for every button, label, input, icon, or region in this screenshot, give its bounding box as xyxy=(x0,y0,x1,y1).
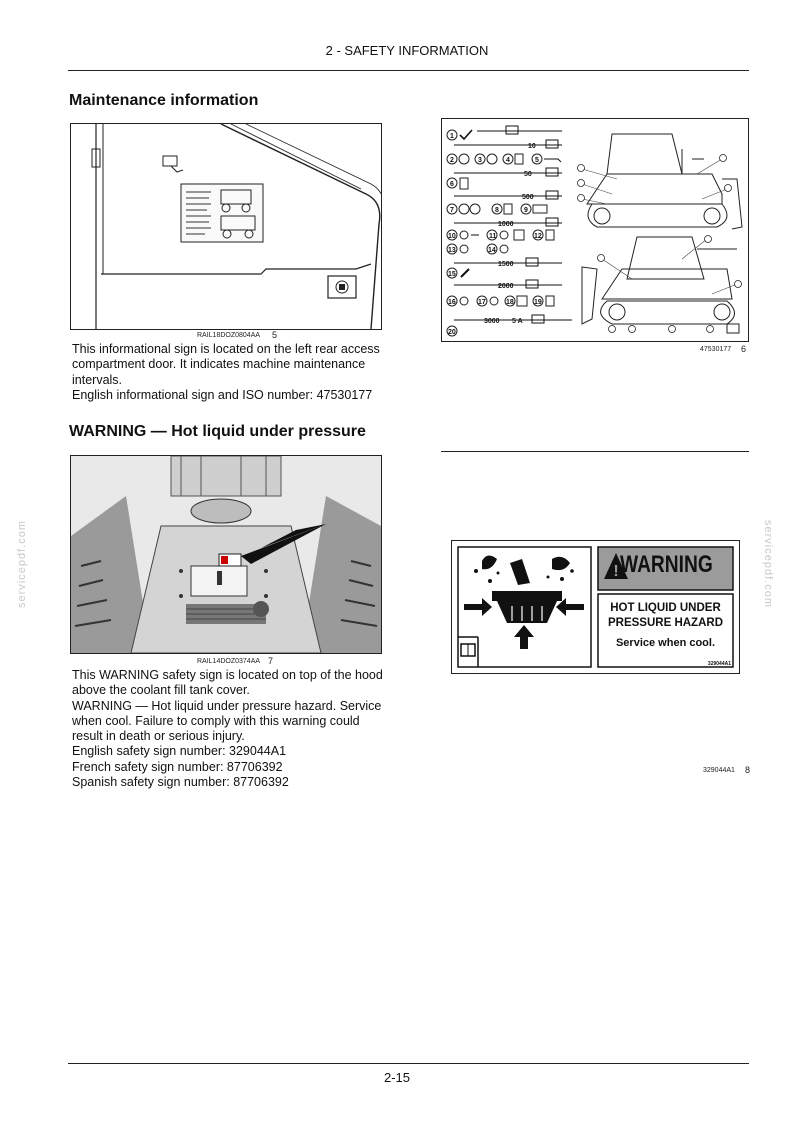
interval-1000: 1000 xyxy=(498,221,514,228)
callout-14: 14 xyxy=(488,247,496,254)
decal-hazard-line-1: HOT LIQUID UNDER xyxy=(610,602,721,614)
warning-line-3: WARNING — Hot liquid under pressure hazard. Service xyxy=(72,698,382,713)
callout-11: 11 xyxy=(489,233,497,240)
callout-9: 9 xyxy=(524,207,528,214)
callout-13: 13 xyxy=(448,247,456,254)
maintenance-door-photo xyxy=(70,123,382,330)
warning-description xyxy=(72,668,412,790)
decal-hazard-line-2: PRESSURE HAZARD xyxy=(607,617,723,629)
figure-7-code: RAIL14DOZ0374AA xyxy=(197,658,261,665)
interval-3000: 3000 xyxy=(484,318,500,325)
callout-16: 16 xyxy=(448,299,456,306)
callout-3: 3 xyxy=(478,157,482,164)
column-rule xyxy=(441,451,749,452)
decal-signal-word: WARNING xyxy=(620,551,713,578)
callout-15: 15 xyxy=(448,271,456,278)
interval-5a: 5 A xyxy=(512,318,523,325)
warning-line-6: English safety sign number: 329044A1 xyxy=(72,744,287,759)
decal-part-number: 329044A1 xyxy=(707,661,731,667)
warning-line-5: result in death or serious injury. xyxy=(72,729,245,744)
svg-text:!: ! xyxy=(613,563,619,580)
interval-1500: 1500 xyxy=(498,261,514,268)
maintenance-heading: Maintenance information xyxy=(69,92,259,109)
warning-line-8: Spanish safety sign number: 87706392 xyxy=(72,775,289,790)
warning-line-1: This WARNING safety sign is located on top of the hood xyxy=(72,668,383,682)
interval-2000: 2000 xyxy=(498,283,514,290)
watermark-left: servicepdf.com xyxy=(15,520,28,608)
running-header: 2 - SAFETY INFORMATION xyxy=(325,43,489,58)
interval-10: 10 xyxy=(528,143,536,150)
callout-1: 1 xyxy=(450,133,454,140)
figure-6-number: 6 xyxy=(741,344,747,354)
warning-decal xyxy=(451,540,740,674)
callout-2: 2 xyxy=(450,157,454,164)
warning-line-4: when cool. Failure to comply with this warning could xyxy=(72,713,360,728)
callout-18: 18 xyxy=(506,299,514,306)
footer-rule xyxy=(68,1063,749,1064)
maintenance-interval-decal xyxy=(441,118,749,342)
decal-hazard-text xyxy=(598,601,733,651)
callout-7: 7 xyxy=(450,207,454,214)
warning-heading: WARNING — Hot liquid under pressure xyxy=(69,423,366,440)
maintenance-line-1: This informational sign is located on the left rear access xyxy=(72,342,380,356)
figure-7-number: 7 xyxy=(268,656,274,666)
figure-5-number: 5 xyxy=(272,330,278,340)
warning-line-7: French safety sign number: 87706392 xyxy=(72,759,283,774)
figure-8-number: 8 xyxy=(745,765,751,775)
watermark-right: servicepdf.com xyxy=(761,520,774,608)
figure-8-code: 329044A1 xyxy=(703,767,735,774)
callout-10: 10 xyxy=(448,233,456,240)
callout-17: 17 xyxy=(478,299,486,306)
callout-6: 6 xyxy=(450,181,454,188)
callout-12: 12 xyxy=(534,233,542,240)
figure-6-code: 47530177 xyxy=(700,346,732,353)
maintenance-line-3: intervals. xyxy=(72,372,123,387)
header-rule xyxy=(68,70,749,71)
maintenance-description xyxy=(72,342,412,403)
interval-500: 500 xyxy=(522,194,534,201)
callout-4: 4 xyxy=(506,157,510,164)
page-number: 2-15 xyxy=(383,1070,411,1085)
hood-photo xyxy=(70,455,382,654)
callout-5: 5 xyxy=(535,157,539,164)
callout-8: 8 xyxy=(495,207,499,214)
decal-instruction: Service when cool. xyxy=(615,637,716,649)
warning-line-2: above the coolant fill tank cover. xyxy=(72,683,250,698)
figure-5-code: RAIL18DOZ0804AA xyxy=(197,332,261,339)
callout-20: 20 xyxy=(448,329,456,336)
interval-50: 50 xyxy=(524,171,532,178)
callout-19: 19 xyxy=(534,299,542,306)
maintenance-line-2: compartment door. It indicates machine maintenance xyxy=(72,357,366,372)
maintenance-line-4: English informational sign and ISO number: 47530177 xyxy=(72,387,373,402)
